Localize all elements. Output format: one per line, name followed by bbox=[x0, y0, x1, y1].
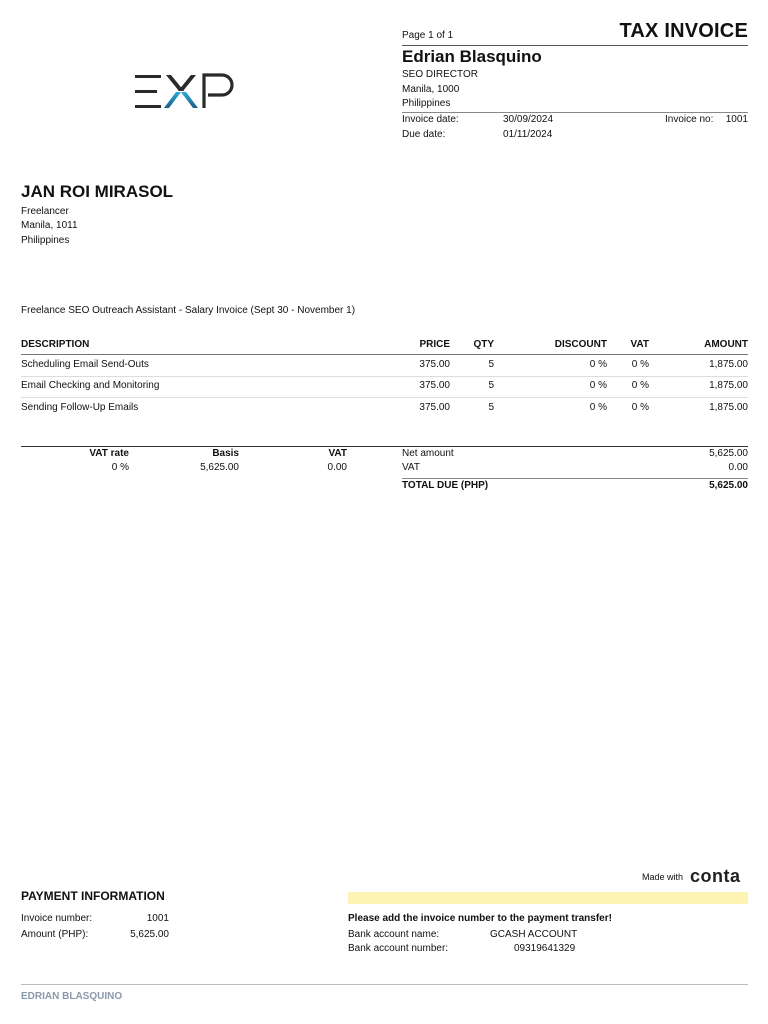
payment-notice: Please add the invoice number to the payment transfer! bbox=[348, 913, 612, 924]
row-description: Scheduling Email Send-Outs bbox=[21, 359, 149, 370]
client-name: JAN ROI MIRASOL bbox=[21, 182, 174, 201]
col-vat: VAT bbox=[630, 339, 649, 350]
row-vat: 0 % bbox=[631, 359, 649, 370]
row-price: 375.00 bbox=[419, 402, 450, 413]
col-amount: AMOUNT bbox=[704, 339, 748, 350]
vat-rate-header: VAT rate bbox=[89, 448, 129, 459]
page-number: Page 1 of 1 bbox=[402, 30, 454, 41]
total-due: 5,625.00 bbox=[709, 480, 748, 491]
vat-basis-header: Basis bbox=[212, 448, 239, 459]
vat-rate: 0 % bbox=[111, 462, 129, 473]
bank-number: 09319641329 bbox=[514, 943, 576, 954]
total-due-label: TOTAL DUE (PHP) bbox=[402, 480, 489, 491]
row-qty: 5 bbox=[488, 402, 494, 413]
row-amount: 1,875.00 bbox=[709, 359, 748, 370]
company-logo bbox=[134, 72, 236, 112]
row-amount: 1,875.00 bbox=[709, 402, 748, 413]
document-title: TAX INVOICE bbox=[619, 20, 748, 42]
col-price: PRICE bbox=[419, 339, 450, 350]
col-qty: QTY bbox=[473, 339, 494, 350]
vat-basis: 5,625.00 bbox=[200, 462, 239, 473]
conta-logo: conta bbox=[690, 866, 741, 886]
payment-invoice-label: Invoice number: bbox=[21, 913, 93, 924]
row-vat: 0 % bbox=[631, 380, 649, 391]
row-description: Sending Follow-Up Emails bbox=[21, 402, 139, 413]
due-date-label: Due date: bbox=[402, 129, 446, 140]
bank-name-label: Bank account name: bbox=[348, 929, 440, 940]
net-amount-label: Net amount bbox=[402, 448, 454, 459]
row-discount: 0 % bbox=[589, 380, 607, 391]
row-qty: 5 bbox=[488, 359, 494, 370]
invoice-no: 1001 bbox=[725, 114, 748, 125]
row-vat: 0 % bbox=[631, 402, 649, 413]
row-price: 375.00 bbox=[419, 359, 450, 370]
payment-amount-label: Amount (PHP): bbox=[21, 929, 89, 940]
invoice-subject: Freelance SEO Outreach Assistant - Salary Invoice (Sept 30 - November 1) bbox=[21, 305, 356, 316]
footer-name: EDRIAN BLASQUINO bbox=[21, 991, 123, 1002]
invoice-date-label: Invoice date: bbox=[402, 114, 459, 125]
row-discount: 0 % bbox=[589, 359, 607, 370]
vat-total: 0.00 bbox=[728, 462, 748, 473]
client-city: Manila, 1011 bbox=[21, 220, 78, 231]
bank-name: GCASH ACCOUNT bbox=[490, 929, 578, 940]
payment-amount: 5,625.00 bbox=[130, 929, 169, 940]
invoice-date: 30/09/2024 bbox=[503, 114, 554, 125]
seller-city: Manila, 1000 bbox=[402, 84, 460, 95]
row-price: 375.00 bbox=[419, 380, 450, 391]
row-amount: 1,875.00 bbox=[709, 380, 748, 391]
client-role: Freelancer bbox=[21, 206, 69, 217]
payment-invoice-number: 1001 bbox=[146, 913, 169, 924]
net-amount: 5,625.00 bbox=[709, 448, 748, 459]
vat-amount: 0.00 bbox=[327, 462, 347, 473]
payment-title: PAYMENT INFORMATION bbox=[21, 889, 165, 903]
vat-total-label: VAT bbox=[402, 462, 420, 473]
col-discount: DISCOUNT bbox=[554, 339, 607, 350]
bank-number-label: Bank account number: bbox=[348, 943, 449, 954]
row-description: Email Checking and Monitoring bbox=[21, 380, 160, 391]
row-discount: 0 % bbox=[589, 402, 607, 413]
seller-role: SEO DIRECTOR bbox=[402, 69, 478, 80]
made-with-label: Made with bbox=[642, 872, 684, 882]
client-country: Philippines bbox=[21, 235, 70, 246]
notice-highlight bbox=[348, 892, 748, 904]
row-qty: 5 bbox=[488, 380, 494, 391]
seller-country: Philippines bbox=[402, 98, 451, 109]
due-date: 01/11/2024 bbox=[503, 129, 553, 140]
vat-amount-header: VAT bbox=[328, 448, 347, 459]
seller-name: Edrian Blasquino bbox=[402, 47, 542, 66]
col-description: DESCRIPTION bbox=[21, 339, 90, 350]
invoice-no-label: Invoice no: bbox=[665, 114, 714, 125]
